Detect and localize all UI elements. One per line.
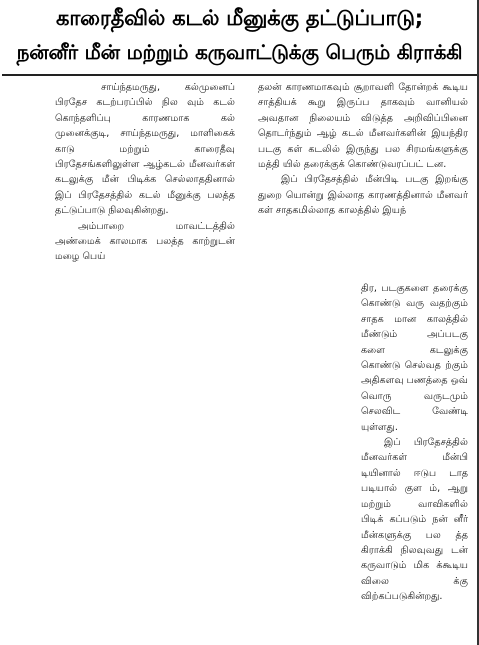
paragraph-3: தலன் காரணமாகவும் சூறாவளி தோன்றக் கூடிய சாத்தியக் கூறு இருப்ப தாகவும் வானியல் அவதான நிலையம் விடுத்த அறிவிப்பினை தொடர்ந்தும் ஆழ் கடல் மீனவர்களின் இயந்திர படகு கள் கடலில் இருந்து பல சிரமங்களுக்கு மத்தி யில் தரைக்குக் கொண்டுவரப்பட் டன. [258,82,468,171]
article-column-2 [258,80,468,219]
headline-line-2: நன்னீர் மீன் மற்றும் கருவாட்டுக்கு பெரும் கிராக்கி [16,40,463,64]
paragraph-1: சாய்ந்தமருது, கல்முனைப் பிரதேச கடற்பரப்பில் நில வும் கடல் கொந்தளிப்பு காரணமாக கல் முனைக்குடி, சாய்ந்தமருது, மாளிகைக் காடு மற்றும் காரைதீவு பிரதேசங்களிலுள்ள ஆழ்கடல் மீனவர்கள் கடலுக்கு மீன் பிடிக்க செல்லாததினால் இப் பிரதேசத்தில் கடல் மீனுக்கு பலத்த தட்டுப்பாடு நிலவுகின்றது. [55,82,235,217]
headline-divider [2,74,477,76]
paragraph-6: இப் பிரதேசத்தில் மீனவர்கள் மீன்பி டியினால் ஈடுப டாத படியால் குள ம், ஆறு மற்றும் வாவிகளில் பிடிக் கப்படும் நன் னீர் மீன்களுக்கு பல த்த கிராக்கி நிலவுவது டன் கருவாடும் மிக க்கூடிய விலை க்கு விற்கப்படுகின்றது. [361,437,468,603]
paragraph-4: இப் பிரதேசத்தில் மீன்பிடி படகு இறங்கு துறை யொன்று இல்லாத காரணத்தினால் மீனவர் கள் சாதகமில்லாத காலத்தில் இயந் [258,174,468,217]
headline-line-1: காரைதீவில் கடல் மீனுக்கு தட்டுப்பாடு; [55,6,424,30]
paragraph-2: அம்பாறை மாவட்டத்தில் அண்மைக் காலமாக பலத்த காற்றுடன் மழை பெய் [55,220,235,263]
paragraph-5: திர, படகுகளை தரைக்கு கொண்டு வரு வதற்கும் சாதக மான காலத்தில் மீண்டும் அப்படகு களை கடலுக்கு கொண்டு செல்வத ற்கும் அதிகளவு பணத்தை ஒவ் வொரு வருடமும் செலவிட வேண்டி யுள்ளது. [361,283,468,433]
article-column-1 [55,80,235,265]
article-column-3 [361,281,468,605]
